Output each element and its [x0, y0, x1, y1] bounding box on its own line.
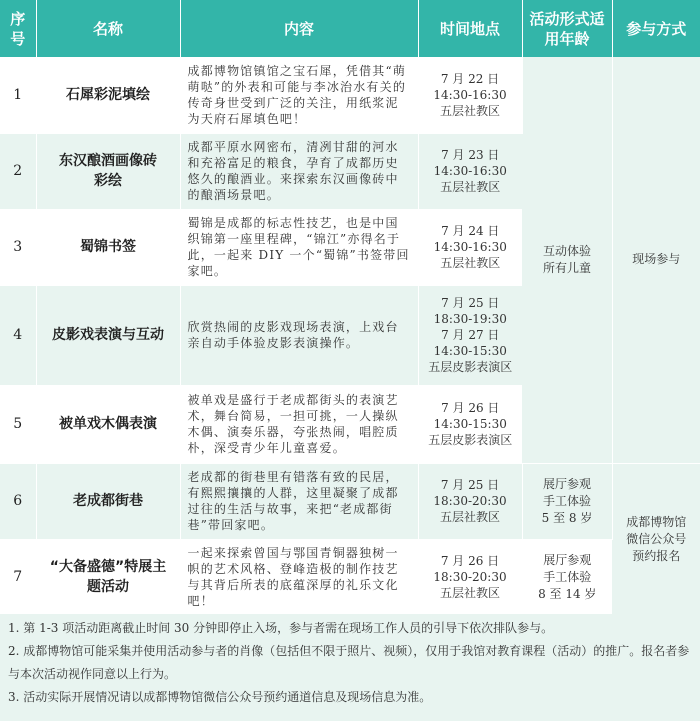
age-line: 5 至 8 岁	[541, 510, 593, 525]
activity-time-place	[418, 385, 522, 463]
activity-name: 石犀彩泥填绘	[36, 57, 180, 133]
table-row	[0, 539, 700, 615]
row-index: 1	[0, 57, 36, 133]
time-line: 7 月 22 日	[440, 71, 500, 86]
activity-name: 老成都街巷	[36, 463, 180, 539]
time-line: 7 月 23 日	[441, 148, 500, 162]
activity-time-place	[418, 57, 522, 133]
time-line: 18:30-20:30	[433, 570, 507, 584]
activity-time-place	[418, 133, 522, 209]
form-line: 手工体验	[542, 493, 591, 508]
activity-name: 蜀锦书签	[36, 209, 180, 285]
activity-content: 一起来探索曾国与鄂国青铜器独树一帜的艺术风格、登峰造极的制作技艺与其背后所表的底蕴深厚的礼乐文化吧！	[180, 539, 418, 615]
time-line: 14:30-15:30	[433, 417, 507, 431]
header-participation: 参与方式	[612, 0, 700, 57]
row-index: 2	[0, 133, 36, 209]
participation-line: 预约报名	[632, 548, 681, 563]
participation-group	[612, 463, 700, 615]
header-index: 序号	[0, 0, 36, 57]
participation-line: 现场参与	[632, 252, 681, 267]
table-row	[0, 57, 700, 133]
activity-content: 成都平原水网密布，清冽甘甜的河水和充裕富足的粮食，孕育了成都历史悠久的酿酒业。来探索东汉画像砖中的酿酒场景吧。	[180, 133, 418, 209]
form-line: 展厅参观	[542, 476, 591, 491]
age-line: 8 至 14 岁	[538, 586, 597, 601]
activity-content: 蜀锦是成都的标志性技艺，也是中国织锦第一座里程碑，“锦江”亦得名于此，一起来 DIY 一个“蜀锦”书签带回家吧。	[180, 209, 418, 285]
activity-form-age-group	[522, 57, 612, 463]
activity-time-place	[418, 209, 522, 285]
activity-form-age	[522, 463, 612, 539]
activity-name: 东汉酿酒画像砖彩绘	[36, 133, 180, 209]
time-line: 7 月 25 日	[440, 478, 500, 492]
activity-content: 被单戏是盛行于老成都街头的表演艺术，舞台简易，一担可挑，一人操纵木偶、演奏乐器，夸张热闹，唱腔质朴，深受青少年儿童喜爱。	[180, 385, 418, 463]
time-line: 五层社教区	[440, 180, 501, 194]
row-index: 4	[0, 285, 36, 385]
time-line: 7 月 26 日	[440, 554, 500, 568]
row-index: 3	[0, 209, 36, 285]
activity-time-place	[418, 285, 522, 385]
table-header-row	[0, 0, 700, 57]
time-line: 五层皮影表演区	[428, 433, 513, 447]
header-content: 内容	[180, 0, 418, 57]
note-item: 1. 第 1-3 项活动距离截止时间 30 分钟即停止入场，参与者需在现场工作人员的引导下依次排队参与。	[8, 621, 554, 635]
activity-name: 皮影戏表演与互动	[36, 285, 180, 385]
time-line: 五层社教区	[439, 510, 500, 524]
header-form-age: 活动形式适用年龄	[522, 0, 612, 57]
activity-time-place	[418, 539, 522, 615]
time-line: 14:30-16:30	[433, 240, 507, 254]
notes-section	[0, 614, 700, 721]
activity-form-age	[522, 539, 612, 615]
time-line: 7 月 27 日	[441, 328, 500, 342]
row-index: 5	[0, 385, 36, 463]
participation-line: 成都博物馆	[626, 514, 687, 529]
header-name: 名称	[36, 0, 180, 57]
activity-name: “大备盛德”特展主题活动	[36, 539, 180, 615]
time-line: 五层社教区	[439, 586, 500, 600]
activity-name: 被单戏木偶表演	[36, 385, 180, 463]
time-line: 五层社教区	[440, 256, 501, 270]
participation-group	[612, 57, 700, 463]
time-line: 7 月 25 日	[441, 296, 500, 310]
activity-content: 欣赏热闹的皮影戏现场表演，上戏台亲自动手体验皮影表演操作。	[180, 285, 418, 385]
row-index: 7	[0, 539, 36, 615]
time-line: 五层社教区	[439, 103, 500, 118]
activity-content: 成都博物馆镇馆之宝石犀，凭借其“萌萌哒”的外表和可能与李冰治水有关的传奇身世受到广泛的关注，用纸浆泥为天府石犀填色吧！	[180, 57, 418, 133]
form-line: 手工体验	[543, 569, 592, 584]
note-item: 3. 活动实际开展情况请以成都博物馆微信公众号预约通道信息及现场信息为准。	[8, 690, 432, 704]
form-line: 互动体验	[542, 243, 591, 258]
age-line: 所有儿童	[542, 260, 591, 275]
table-row	[0, 463, 700, 539]
time-line: 五层皮影表演区	[428, 360, 513, 374]
time-line: 7 月 26 日	[441, 401, 500, 415]
time-line: 14:30-16:30	[433, 164, 507, 178]
time-line: 18:30-19:30	[433, 312, 507, 326]
time-line: 14:30-16:30	[433, 87, 507, 102]
header-time-place: 时间地点	[418, 0, 522, 57]
participation-line: 微信公众号	[626, 531, 687, 546]
form-line: 展厅参观	[543, 552, 592, 567]
activity-time-place	[418, 463, 522, 539]
activity-content: 老成都的街巷里有错落有致的民居，有熙熙攘攘的人群，这里凝聚了成都过往的生活与故事，来把“老成都街巷”带回家吧。	[180, 463, 418, 539]
note-item: 2. 成都博物馆可能采集并使用活动参与者的肖像（包括但不限于照片、视频），仅用于我馆对教育课程（活动）的推广。报名者参与本次活动视作同意以上行为。	[8, 644, 690, 681]
time-line: 18:30-20:30	[433, 494, 507, 508]
time-line: 14:30-15:30	[433, 344, 507, 358]
time-line: 7 月 24 日	[441, 224, 500, 238]
row-index: 6	[0, 463, 36, 539]
